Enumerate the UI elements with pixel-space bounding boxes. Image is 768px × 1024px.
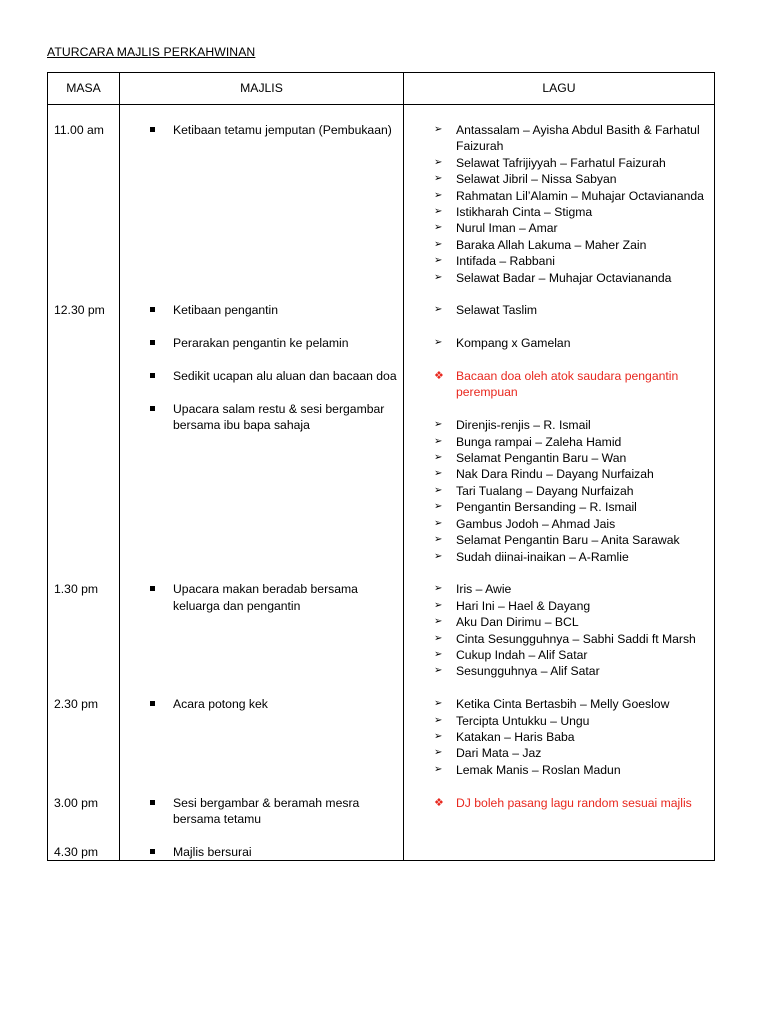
square-bullet-icon (150, 849, 155, 854)
list-item: ➢ Kompang x Gamelan (434, 336, 571, 351)
list-item: ➢ Sesungguhnya – Alif Satar (434, 664, 600, 679)
table-row (48, 105, 715, 287)
document-title: ATURCARA MAJLIS PERKAHWINAN (47, 45, 256, 59)
time-cell (48, 827, 120, 860)
list-item: ➢ Sudah diinai-inaikan – A-Ramlie (434, 549, 629, 564)
list-item: ➢ Selawat Jibril – Nissa Sabyan (434, 172, 617, 187)
list-item: ➢ Selawat Badar – Muhajar Octaviananda (434, 270, 672, 285)
arrow-bullet-icon: ➢ (434, 730, 443, 742)
song-cell (404, 286, 715, 565)
arrow-bullet-icon: ➢ (434, 648, 443, 660)
table-row (48, 680, 715, 778)
list-item: ➢ Selawat Taslim (434, 303, 538, 318)
arrow-bullet-icon: ➢ (434, 173, 443, 185)
song-cell (404, 778, 715, 827)
time-label: 12.30 pm (54, 303, 105, 318)
time-label: 2.30 pm (54, 697, 99, 712)
schedule-table (47, 72, 715, 861)
list-item: Sesi bergambar & beramah mesra bersama tetamu (120, 795, 403, 828)
arrow-bullet-icon: ➢ (434, 255, 443, 267)
event-cell (120, 778, 404, 827)
list-item: ➢ Intifada – Rabbani (434, 254, 555, 269)
list-item: Sedikit ucapan alu aluan dan bacaan doa (120, 368, 403, 384)
list-item: ➢ Antassalam – Ayisha Abdul Basith & Farhatul Faizurah (434, 123, 700, 154)
time-label: 1.30 pm (54, 582, 99, 597)
arrow-bullet-icon: ➢ (434, 222, 443, 234)
header-song: LAGU (404, 73, 715, 105)
list-item: Ketibaan tetamu jemputan (Pembukaan) (120, 122, 403, 138)
note-item: ❖ DJ boleh pasang lagu random sesuai majlis (434, 795, 692, 810)
arrow-bullet-icon: ➢ (434, 271, 443, 283)
square-bullet-icon (150, 307, 155, 312)
square-bullet-icon (150, 586, 155, 591)
list-item: ➢ Bunga rampai – Zaleha Hamid (434, 434, 622, 449)
arrow-bullet-icon: ➢ (434, 419, 443, 431)
event-cell (120, 827, 404, 860)
list-item: ➢ Cinta Sesungguhnya – Sabhi Saddi ft Marsh (434, 631, 696, 646)
time-cell (48, 680, 120, 778)
header-time: MASA (48, 73, 120, 105)
square-bullet-icon (150, 340, 155, 345)
time-label: 3.00 pm (54, 795, 99, 810)
list-item: Upacara salam restu & sesi bergambar bersama ibu bapa sahaja (120, 401, 403, 434)
table-row (48, 286, 715, 565)
arrow-bullet-icon: ➢ (434, 124, 443, 135)
arrow-bullet-icon: ➢ (434, 698, 443, 710)
list-item: ➢ Tari Tualang – Dayang Nurfaizah (434, 483, 634, 498)
arrow-bullet-icon: ➢ (434, 517, 443, 529)
list-item: ➢ Dari Mata – Jaz (434, 746, 542, 761)
time-label: 11.00 am (54, 123, 104, 137)
diamond-bullet-icon: ❖ (434, 369, 444, 383)
time-cell (48, 286, 120, 565)
list-item: ➢ Direnjis-renjis – R. Ismail (434, 418, 591, 433)
list-item: Upacara makan beradab bersama keluarga dan pengantin (120, 581, 403, 614)
list-item: ➢ Tercipta Untukku – Ungu (434, 713, 590, 728)
square-bullet-icon (150, 127, 155, 132)
table-row (48, 778, 715, 827)
list-item: ➢ Istikharah Cinta – Stigma (434, 205, 593, 220)
list-item: ➢ Nak Dara Rindu – Dayang Nurfaizah (434, 467, 654, 482)
arrow-bullet-icon: ➢ (434, 206, 443, 218)
arrow-bullet-icon: ➢ (434, 304, 443, 316)
list-item: ➢ Selawat Tafrijiyyah – Farhatul Faizurah (434, 155, 666, 170)
arrow-bullet-icon: ➢ (434, 583, 443, 595)
diamond-bullet-icon: ❖ (434, 795, 444, 809)
list-item: ➢ Lemak Manis – Roslan Madun (434, 762, 621, 777)
arrow-bullet-icon: ➢ (434, 468, 443, 480)
list-item: Majlis bersurai (120, 844, 403, 860)
arrow-bullet-icon: ➢ (434, 156, 443, 168)
table-header-row (48, 73, 715, 105)
table-row (48, 827, 715, 860)
song-cell (404, 105, 715, 287)
list-item: ➢ Aku Dan Dirimu – BCL (434, 615, 579, 630)
list-item: ➢ Rahmatan Lil’Alamin – Muhajar Octaviananda (434, 188, 704, 203)
arrow-bullet-icon: ➢ (434, 189, 443, 201)
list-item: ➢ Nurul Iman – Amar (434, 221, 558, 236)
time-cell (48, 105, 120, 287)
square-bullet-icon (150, 373, 155, 378)
list-item: ➢ Iris – Awie (434, 582, 512, 597)
arrow-bullet-icon: ➢ (434, 238, 443, 250)
arrow-bullet-icon: ➢ (434, 435, 443, 447)
list-item: Ketibaan pengantin (120, 302, 403, 318)
arrow-bullet-icon: ➢ (434, 452, 443, 464)
arrow-bullet-icon: ➢ (434, 501, 443, 513)
arrow-bullet-icon: ➢ (434, 534, 443, 546)
arrow-bullet-icon: ➢ (434, 714, 443, 726)
square-bullet-icon (150, 701, 155, 706)
song-cell (404, 680, 715, 778)
event-cell (120, 680, 404, 778)
song-cell (404, 827, 715, 860)
list-item: ➢ Cukup Indah – Alif Satar (434, 647, 588, 662)
list-item: ➢ Baraka Allah Lakuma – Maher Zain (434, 237, 647, 252)
arrow-bullet-icon: ➢ (434, 747, 443, 759)
event-cell (120, 565, 404, 680)
arrow-bullet-icon: ➢ (434, 550, 443, 562)
arrow-bullet-icon: ➢ (434, 763, 443, 775)
list-item: ➢ Hari Ini – Hael & Dayang (434, 598, 591, 613)
event-cell (120, 105, 404, 287)
list-item: Acara potong kek (120, 696, 403, 712)
list-item: ➢ Pengantin Bersanding – R. Ismail (434, 500, 637, 515)
song-cell (404, 565, 715, 680)
arrow-bullet-icon: ➢ (434, 616, 443, 628)
list-item: Perarakan pengantin ke pelamin (120, 335, 403, 351)
list-item: ➢ Gambus Jodoh – Ahmad Jais (434, 516, 616, 531)
time-label: 4.30 pm (54, 844, 99, 859)
header-event: MAJLIS (120, 73, 404, 105)
arrow-bullet-icon: ➢ (434, 632, 443, 644)
time-cell (48, 565, 120, 680)
time-cell (48, 778, 120, 827)
list-item: ➢ Katakan – Haris Baba (434, 729, 575, 744)
event-cell (120, 286, 404, 565)
square-bullet-icon (150, 800, 155, 805)
arrow-bullet-icon: ➢ (434, 337, 443, 349)
list-item: ➢ Ketika Cinta Bertasbih – Melly Goeslow (434, 697, 670, 712)
note-item: ❖ Bacaan doa oleh atok saudara pengantin perempuan (434, 369, 679, 400)
arrow-bullet-icon: ➢ (434, 665, 443, 677)
list-item: ➢ Selamat Pengantin Baru – Anita Sarawak (434, 533, 680, 548)
arrow-bullet-icon: ➢ (434, 484, 443, 496)
table-row (48, 565, 715, 680)
list-item: ➢ Selamat Pengantin Baru – Wan (434, 451, 627, 466)
square-bullet-icon (150, 406, 155, 411)
arrow-bullet-icon: ➢ (434, 599, 443, 611)
